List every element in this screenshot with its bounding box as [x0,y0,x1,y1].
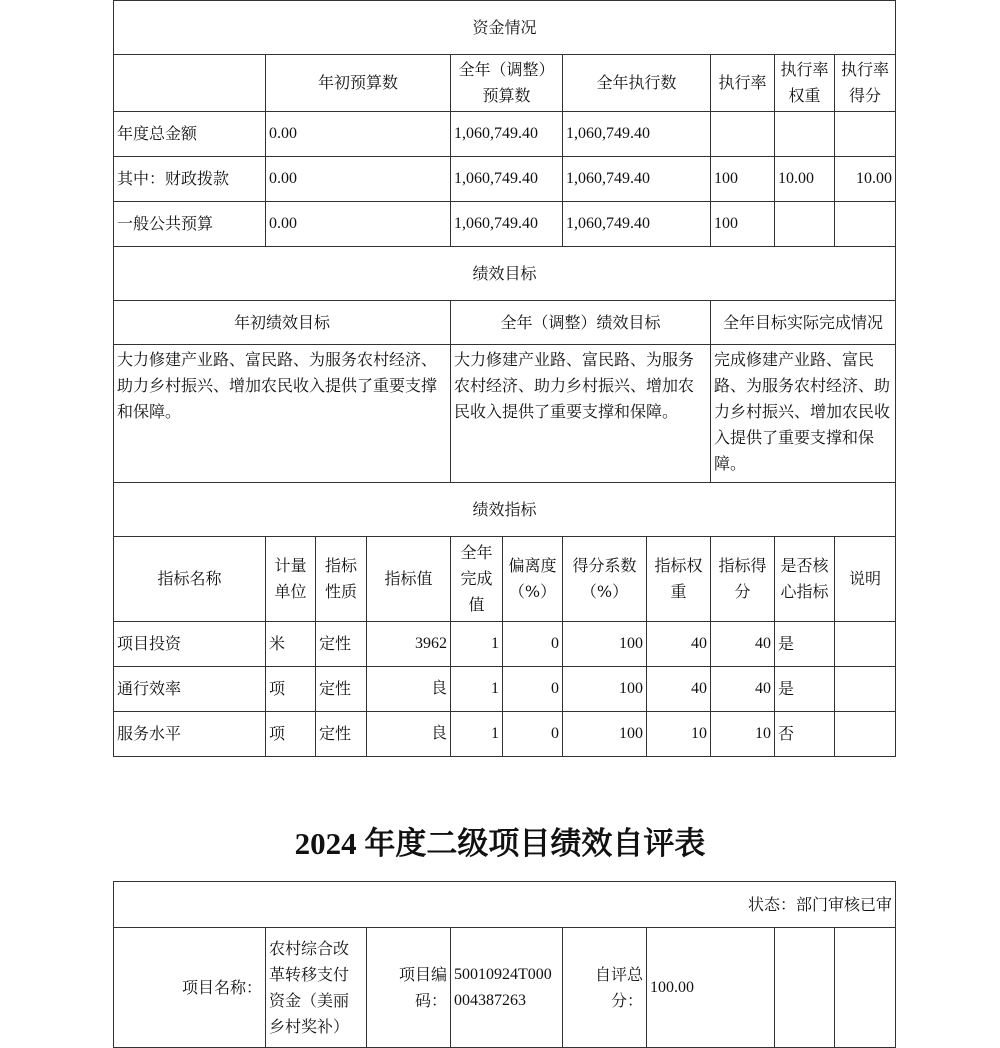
funds-header-executed: 全年执行数 [563,55,711,112]
indicator-row [114,622,896,667]
ind-nature: 定性 [316,667,367,712]
project-name-value: 农村综合改革转移支付资金（美丽乡村奖补） [266,928,367,1048]
funds-row-weight: 10.00 [775,157,835,202]
funds-row-score: 10.00 [835,157,896,202]
empty-cell [835,928,896,1048]
ind-unit: 项 [266,667,316,712]
goals-actual-text: 完成修建产业路、富民路、为服务农村经济、助力乡村振兴、增加农民收入提供了重要支撑和保障。 [711,345,896,483]
funds-row-rate: 100 [711,157,775,202]
funds-row-score [835,112,896,157]
ind-done: 1 [451,622,503,667]
project-name-label: 项目名称： [114,928,266,1048]
ind-deviation: 0 [503,667,563,712]
ind-name: 项目投资 [114,622,266,667]
ind-note [835,622,896,667]
funds-row-rate: 100 [711,202,775,247]
funds-header-rate: 执行率 [711,55,775,112]
ind-header-name: 指标名称 [114,537,266,622]
goals-section-title: 绩效目标 [114,247,896,301]
funds-row-adjusted: 1,060,749.40 [451,202,563,247]
ind-header-done: 全年完成值 [451,537,503,622]
ind-score: 10 [711,712,775,757]
funds-row-adjusted: 1,060,749.40 [451,112,563,157]
project-code-value: 50010924T000004387263 [451,928,563,1048]
ind-name: 通行效率 [114,667,266,712]
funds-row [114,112,896,157]
ind-nature: 定性 [316,622,367,667]
ind-header-deviation: 偏离度（%） [503,537,563,622]
ind-weight: 40 [647,667,711,712]
funds-row-weight [775,202,835,247]
indicators-section-title: 绩效指标 [114,483,896,537]
ind-score: 40 [711,667,775,712]
funds-row-score [835,202,896,247]
funds-row-weight [775,112,835,157]
ind-weight: 40 [647,622,711,667]
ind-header-score: 指标得分 [711,537,775,622]
ind-header-coefficient: 得分系数（%） [563,537,647,622]
funds-header-adjusted: 全年（调整）预算数 [451,55,563,112]
funds-row-label: 一般公共预算 [114,202,266,247]
funds-row-adjusted: 1,060,749.40 [451,157,563,202]
ind-unit: 米 [266,622,316,667]
ind-done: 1 [451,712,503,757]
funds-row [114,157,896,202]
funds-row-rate [711,112,775,157]
ind-header-nature: 指标性质 [316,537,367,622]
ind-deviation: 0 [503,622,563,667]
funds-row [114,202,896,247]
ind-name: 服务水平 [114,712,266,757]
funds-header-weight: 执行率权重 [775,55,835,112]
project-info-table [113,881,896,1048]
indicator-row [114,712,896,757]
score-label: 自评总分： [563,928,647,1048]
form-title: 2024 年度二级项目绩效自评表 [294,826,706,861]
funds-row-initial: 0.00 [266,112,451,157]
funds-row-initial: 0.00 [266,202,451,247]
ind-score: 40 [711,622,775,667]
goals-header-actual: 全年目标实际完成情况 [711,301,896,345]
indicator-row [114,667,896,712]
ind-header-unit: 计量单位 [266,537,316,622]
ind-core: 是 [775,622,835,667]
ind-header-value: 指标值 [367,537,451,622]
ind-value: 良 [367,712,451,757]
ind-coefficient: 100 [563,667,647,712]
ind-coefficient: 100 [563,712,647,757]
empty-cell [775,928,835,1048]
ind-header-note: 说明 [835,537,896,622]
project-code-label: 项目编码： [367,928,451,1048]
score-value: 100.00 [647,928,775,1048]
funds-header-initial: 年初预算数 [266,55,451,112]
funds-section-title: 资金情况 [114,1,896,55]
funds-row-executed: 1,060,749.40 [563,202,711,247]
funds-header-score: 执行率得分 [835,55,896,112]
goals-header-adjusted: 全年（调整）绩效目标 [451,301,711,345]
funds-header-blank [114,55,266,112]
funds-row-executed: 1,060,749.40 [563,157,711,202]
ind-note [835,712,896,757]
funds-row-label: 其中：财政拨款 [114,157,266,202]
funds-row-executed: 1,060,749.40 [563,112,711,157]
funds-row-label: 年度总金额 [114,112,266,157]
ind-core: 是 [775,667,835,712]
ind-nature: 定性 [316,712,367,757]
goals-adjusted-text: 大力修建产业路、富民路、为服务农村经济、助力乡村振兴、增加农民收入提供了重要支撑和保障。 [451,345,711,483]
ind-note [835,667,896,712]
ind-done: 1 [451,667,503,712]
ind-unit: 项 [266,712,316,757]
ind-weight: 10 [647,712,711,757]
ind-coefficient: 100 [563,622,647,667]
ind-header-weight: 指标权重 [647,537,711,622]
goals-initial-text: 大力修建产业路、富民路、为服务农村经济、助力乡村振兴、增加农民收入提供了重要支撑和保障。 [114,345,451,483]
funds-row-initial: 0.00 [266,157,451,202]
ind-value: 3962 [367,622,451,667]
ind-core: 否 [775,712,835,757]
ind-header-core: 是否核心指标 [775,537,835,622]
performance-table-part [113,0,896,757]
ind-value: 良 [367,667,451,712]
goals-header-initial: 年初绩效目标 [114,301,451,345]
ind-deviation: 0 [503,712,563,757]
status-text: 状态：部门审核已审 [114,882,896,928]
